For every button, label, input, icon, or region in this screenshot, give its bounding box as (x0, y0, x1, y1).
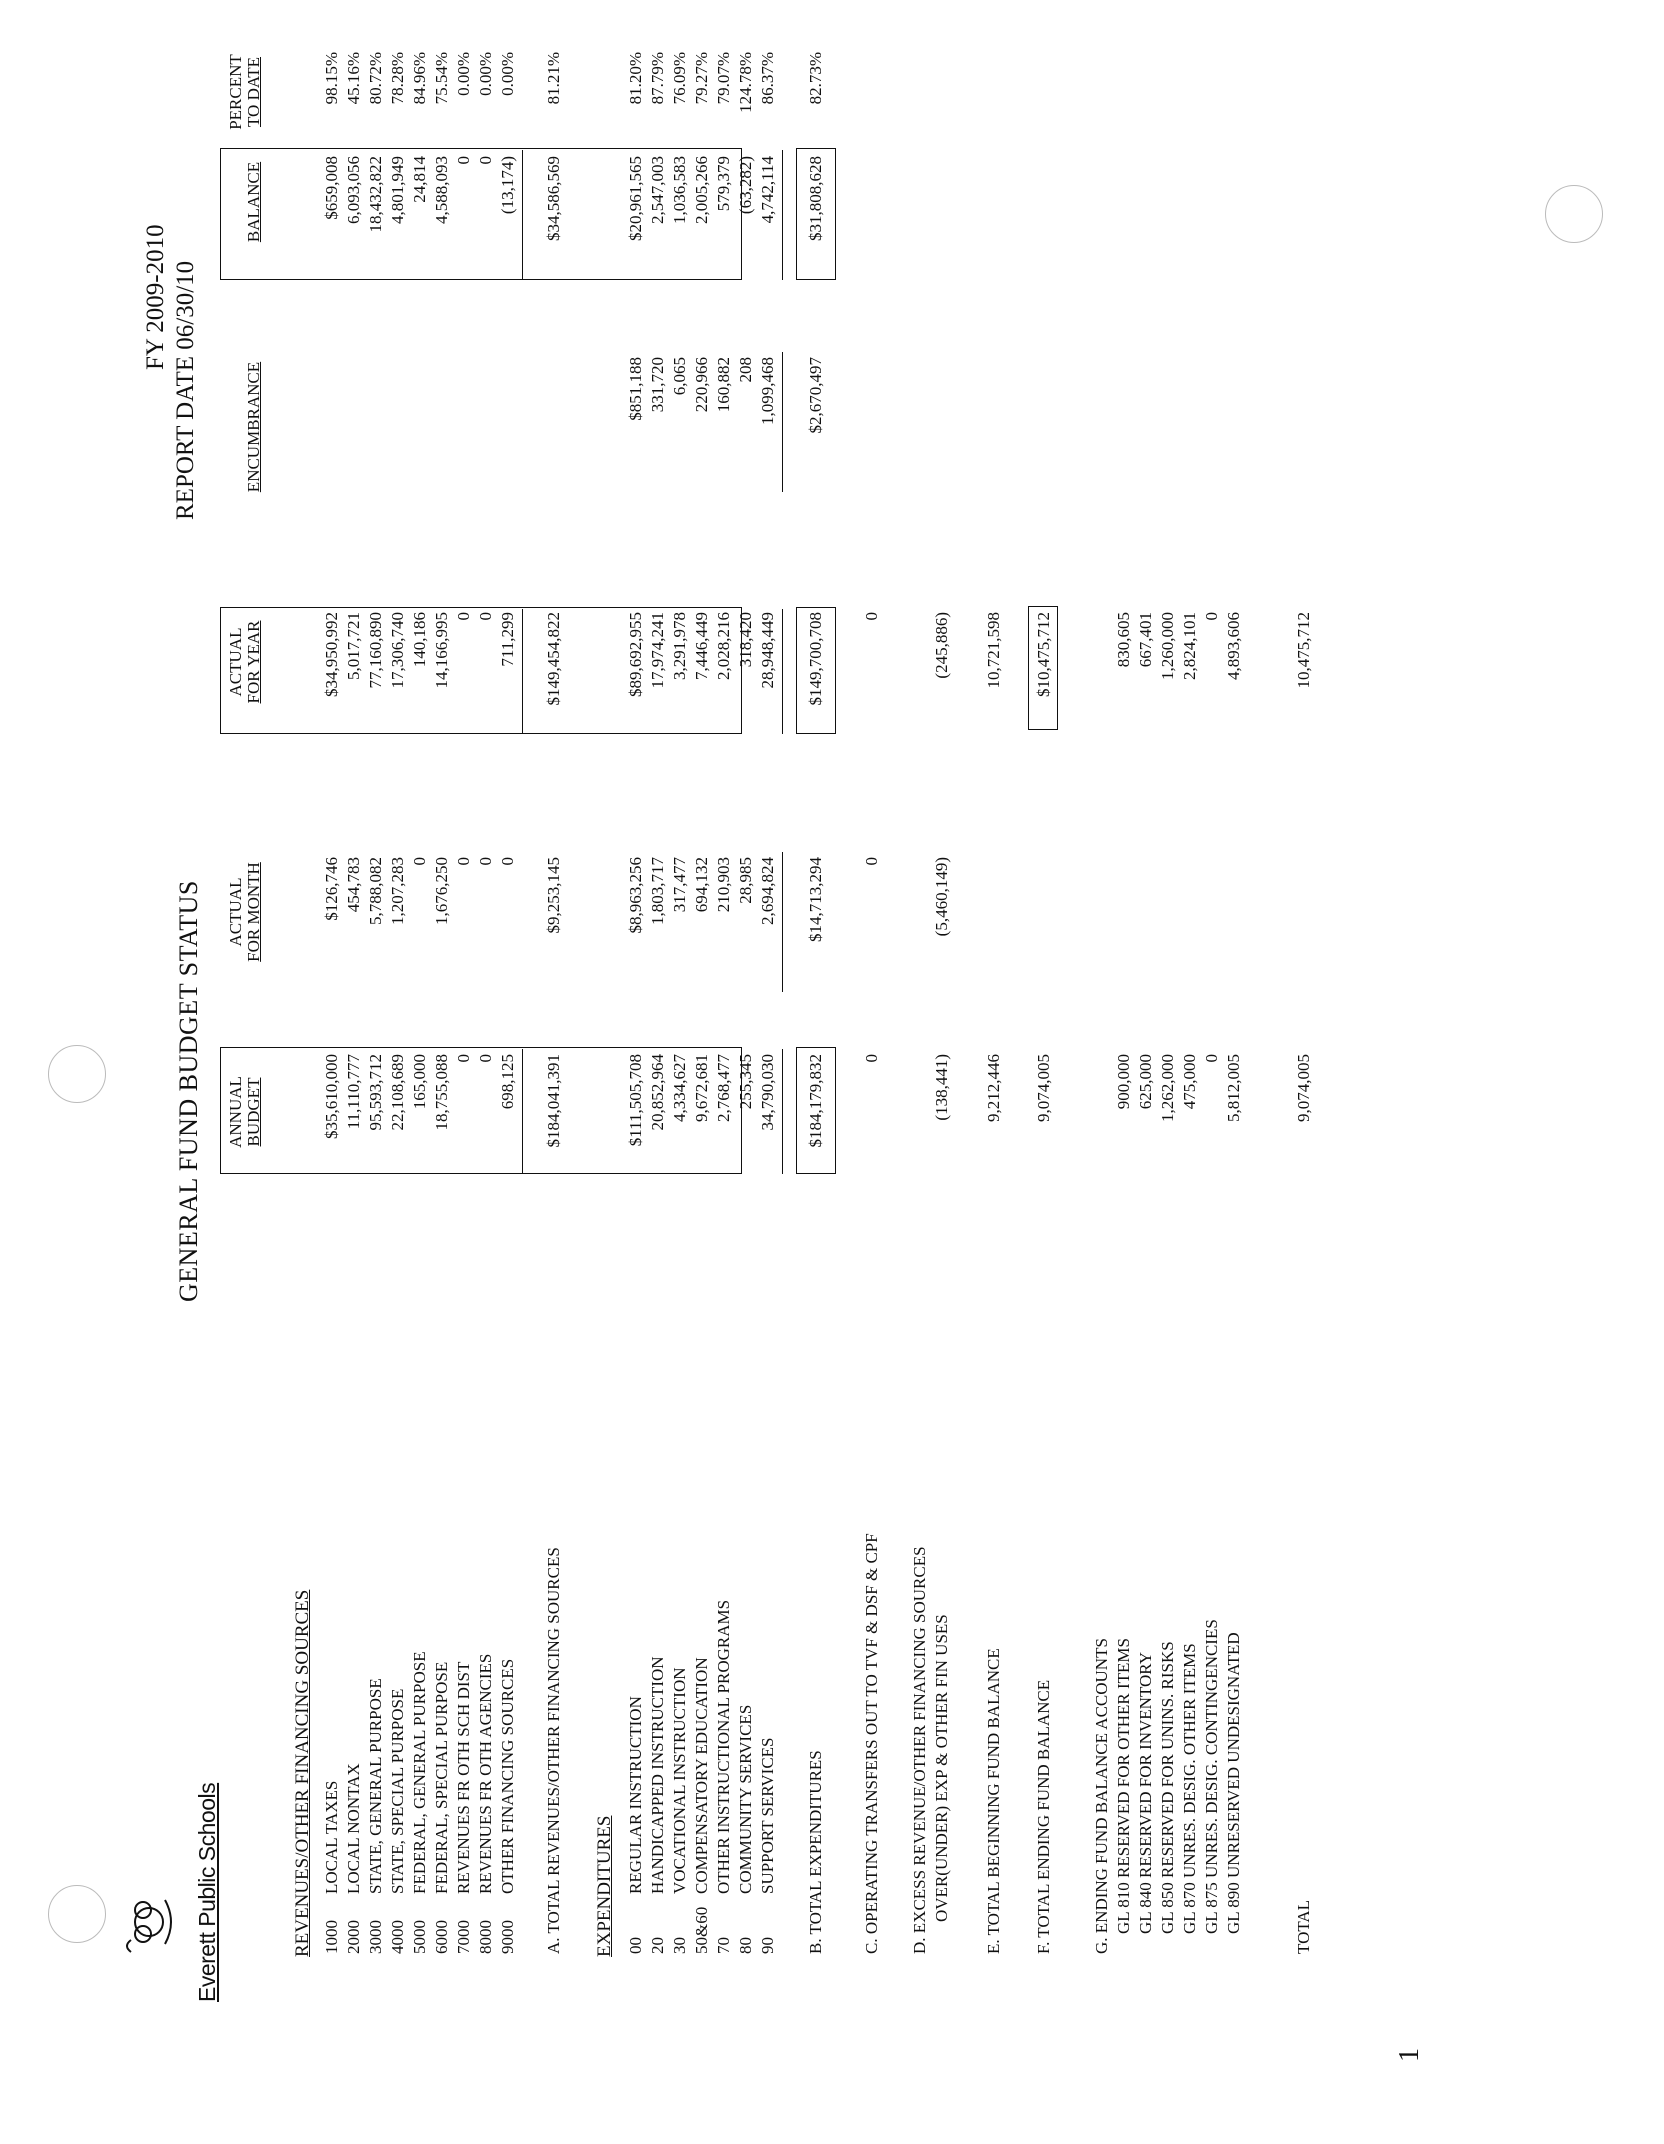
header-balance: BALANCE (244, 161, 263, 243)
row-month: $126,746 (322, 857, 341, 921)
row-month: 2,694,824 (758, 857, 777, 925)
row-label: GL 875 UNRES. DESIG. CONTINGENCIES (1202, 1619, 1221, 1934)
row-budget: 0 (862, 1054, 881, 1063)
row-year: 5,017,721 (344, 612, 363, 680)
row-percent: 76.09% (670, 52, 689, 105)
row-label: REVENUES FR OTH AGENCIES (476, 1653, 495, 1894)
row-label: TOTAL (1294, 1899, 1313, 1954)
revenue-row (432, 52, 454, 2002)
row-month: 454,783 (344, 857, 363, 913)
revenues-heading: REVENUES/OTHER FINANCING SOURCES (292, 1589, 313, 1957)
row-month: 1,676,250 (432, 857, 451, 925)
row-month: 28,985 (736, 857, 755, 904)
row-balance: 4,588,093 (432, 156, 451, 224)
row-percent: 124.78% (736, 52, 755, 113)
row-label: FEDERAL, SPECIAL PURPOSE (432, 1661, 451, 1894)
row-code: 3000 (366, 1920, 385, 1954)
row-code: 6000 (432, 1920, 451, 1954)
transfers-row (862, 138, 884, 2002)
row-year: 667,401 (1136, 612, 1155, 668)
expenditure-row (648, 52, 670, 2002)
fiscal-year: FY 2009-2010 (142, 224, 169, 370)
ending-account-row (1136, 138, 1158, 2002)
row-month: 0 (454, 857, 473, 866)
row-label: COMMUNITY SERVICES (736, 1704, 755, 1894)
row-budget: 20,852,964 (648, 1054, 667, 1131)
row-percent: 75.54% (432, 52, 451, 105)
total-expenditures-year-box (796, 607, 836, 734)
row-label: LOCAL NONTAX (344, 1763, 363, 1894)
row-balance: 6,093,056 (344, 156, 363, 224)
expenditures-heading: EXPENDITURES (594, 1815, 615, 1957)
row-code: 70 (714, 1937, 733, 1954)
row-label: A. TOTAL REVENUES/OTHER FINANCING SOURCES (544, 1547, 563, 1954)
row-budget: $184,041,391 (544, 1054, 563, 1148)
row-budget: 9,074,005 (1034, 1054, 1053, 1122)
row-year: 1,260,000 (1158, 612, 1177, 680)
district-logo (117, 1882, 197, 1962)
ending-account-row (1180, 138, 1202, 2002)
row-year: $149,700,708 (806, 612, 825, 706)
row-year: 711,299 (498, 612, 517, 667)
expenditure-row (758, 52, 780, 2002)
row-year: 28,948,449 (758, 612, 777, 689)
row-year: 140,186 (410, 612, 429, 668)
header-encumbrance: ENCUMBRANCE (244, 361, 263, 493)
row-label: C. OPERATING TRANSFERS OUT TO TVF & DSF & CPF (862, 1533, 881, 1954)
expenditure-row (692, 52, 714, 2002)
row-label: GL 840 RESERVED FOR INVENTORY (1136, 1652, 1155, 1934)
row-year: 7,446,449 (692, 612, 711, 680)
row-budget: $111,505,708 (626, 1054, 645, 1147)
row-year: $10,475,712 (1034, 612, 1053, 697)
row-year: 14,166,995 (432, 612, 451, 689)
row-percent: 82.73% (806, 52, 825, 105)
row-month: (5,460,149) (932, 857, 951, 937)
row-encumbrance: 6,065 (670, 357, 689, 396)
row-year: 17,306,740 (388, 612, 407, 689)
row-year: (245,886) (932, 612, 951, 679)
row-label: G. ENDING FUND BALANCE ACCOUNTS (1092, 1638, 1111, 1954)
ending-balance-row (1034, 138, 1056, 2002)
punch-hole-top (1545, 185, 1603, 243)
row-budget: 9,672,681 (692, 1054, 711, 1122)
header-annual-budget: ANNUAL BUDGET (226, 1076, 263, 1148)
row-percent: 81.20% (626, 52, 645, 105)
row-label: COMPENSATORY EDUCATION (692, 1657, 711, 1894)
row-percent: 0.00% (498, 52, 517, 96)
row-balance: $34,586,569 (544, 156, 563, 241)
row-month: 0 (862, 857, 881, 866)
row-balance: 18,432,822 (366, 156, 385, 233)
ending-account-row (1224, 138, 1246, 2002)
row-code: 8000 (476, 1920, 495, 1954)
row-year: 17,974,241 (648, 612, 667, 689)
row-month: 1,207,283 (388, 857, 407, 925)
row-label: REGULAR INSTRUCTION (626, 1696, 645, 1894)
grand-total-row (1294, 138, 1316, 2002)
row-year: 0 (454, 612, 473, 621)
excess-row (932, 138, 954, 2002)
row-percent: 79.27% (692, 52, 711, 105)
ending-account-row (1202, 138, 1224, 2002)
row-month: $8,963,256 (626, 857, 645, 934)
revenue-row (366, 52, 388, 2002)
row-code: 2000 (344, 1920, 363, 1954)
row-balance: 2,547,003 (648, 156, 667, 224)
row-year: 0 (862, 612, 881, 621)
revenue-row (454, 52, 476, 2002)
row-budget: 22,108,689 (388, 1054, 407, 1131)
row-balance: 2,005,266 (692, 156, 711, 224)
row-code: 7000 (454, 1920, 473, 1954)
expenditure-total-rule (782, 852, 783, 992)
total-expenditures-balance-box (796, 148, 836, 280)
expenditure-total-rule (782, 1049, 783, 1174)
total-revenues-row (544, 52, 566, 2002)
row-code: 50&60 (692, 1906, 711, 1954)
row-label: OTHER INSTRUCTIONAL PROGRAMS (714, 1599, 733, 1894)
row-month: 317,477 (670, 857, 689, 913)
row-year: 10,475,712 (1294, 612, 1313, 689)
row-balance: 0 (454, 156, 473, 165)
row-budget: 4,334,627 (670, 1054, 689, 1122)
row-budget: 255,345 (736, 1054, 755, 1110)
header-actual-month: ACTUAL FOR MONTH (226, 862, 263, 962)
punch-hole-bottom (48, 1885, 106, 1943)
row-budget: 900,000 (1114, 1054, 1133, 1110)
row-balance: 4,742,114 (758, 156, 777, 224)
row-balance: $31,808,628 (806, 156, 825, 241)
row-label: OTHER FINANCING SOURCES (498, 1658, 517, 1894)
row-year: 2,028,216 (714, 612, 733, 680)
row-budget: 0 (454, 1054, 473, 1063)
row-budget: 9,074,005 (1294, 1054, 1313, 1122)
row-balance: (13,174) (498, 156, 517, 215)
row-percent: 87.79% (648, 52, 667, 105)
row-year: 0 (476, 612, 495, 621)
row-encumbrance: 331,720 (648, 357, 667, 413)
row-budget: $184,179,832 (806, 1054, 825, 1148)
expenditure-row (626, 52, 648, 2002)
row-code: 20 (648, 1937, 667, 1954)
row-percent: 79.07% (714, 52, 733, 105)
row-budget: 0 (1202, 1054, 1221, 1063)
row-budget: 95,593,712 (366, 1054, 385, 1131)
row-balance: 0 (476, 156, 495, 165)
row-month: 694,132 (692, 857, 711, 913)
row-label: REVENUES FR OTH SCH DIST (454, 1661, 473, 1894)
row-percent: 84.96% (410, 52, 429, 105)
row-label: FEDERAL, GENERAL PURPOSE (410, 1651, 429, 1894)
row-label: OVER(UNDER) EXP & OTHER FIN USES (932, 1614, 951, 1922)
row-label: SUPPORT SERVICES (758, 1737, 777, 1894)
row-year: 10,721,598 (984, 612, 1003, 689)
row-label: B. TOTAL EXPENDITURES (806, 1750, 825, 1954)
expenditure-row (670, 52, 692, 2002)
revenue-row (388, 52, 410, 2002)
row-month: $9,253,145 (544, 857, 563, 934)
revenue-total-rule (522, 150, 523, 280)
ending-accounts-heading (1092, 138, 1114, 2002)
row-budget: 34,790,030 (758, 1054, 777, 1131)
row-month: 0 (476, 857, 495, 866)
row-label: GL 850 RESERVED FOR UNINS. RISKS (1158, 1641, 1177, 1934)
report-date: REPORT DATE 06/30/10 (172, 260, 199, 520)
expenditure-row (714, 52, 736, 2002)
row-balance: $20,961,565 (626, 156, 645, 241)
page-number: 1 (1394, 2048, 1425, 2062)
row-code: 00 (626, 1937, 645, 1954)
revenue-row (476, 52, 498, 2002)
row-budget: 0 (476, 1054, 495, 1063)
punch-hole-middle (48, 1045, 106, 1103)
row-month: 1,803,717 (648, 857, 667, 925)
row-budget: 18,755,088 (432, 1054, 451, 1131)
row-year: 77,160,890 (366, 612, 385, 689)
row-percent: 78.28% (388, 52, 407, 105)
row-budget: 9,212,446 (984, 1054, 1003, 1122)
expenditure-total-rule (782, 352, 783, 492)
header-percent: PERCENT TO DATE (226, 54, 263, 130)
row-encumbrance: 208 (736, 357, 755, 383)
row-label: LOCAL TAXES (322, 1780, 341, 1894)
row-encumbrance: $851,188 (626, 357, 645, 421)
row-label: D. EXCESS REVENUE/OTHER FINANCING SOURCES (910, 1546, 929, 1954)
row-code: 80 (736, 1937, 755, 1954)
row-year: 318,420 (736, 612, 755, 668)
expenditure-total-rule (782, 609, 783, 734)
revenue-row (344, 52, 366, 2002)
row-budget: $35,610,000 (322, 1054, 341, 1139)
row-year: 4,893,606 (1224, 612, 1243, 680)
row-balance: 24,814 (410, 156, 429, 203)
row-percent: 81.21% (544, 52, 563, 105)
row-code: 90 (758, 1937, 777, 1954)
row-label: E. TOTAL BEGINNING FUND BALANCE (984, 1648, 1003, 1954)
row-label: GL 890 UNRESERVED UNDESIGNATED (1224, 1632, 1243, 1934)
row-budget: 165,000 (410, 1054, 429, 1110)
row-code: 30 (670, 1937, 689, 1954)
report-page (132, 52, 1432, 2062)
ending-account-row (1158, 138, 1180, 2002)
row-code: 9000 (498, 1920, 517, 1954)
expenditure-row (736, 52, 758, 2002)
header-actual-year: ACTUAL FOR YEAR (226, 620, 263, 704)
beginning-balance-row (984, 138, 1006, 2002)
row-year: $89,692,955 (626, 612, 645, 697)
row-year: 3,291,978 (670, 612, 689, 680)
row-label: GL 870 UNRES. DESIG. OTHER ITEMS (1180, 1643, 1199, 1934)
row-balance: 579,379 (714, 156, 733, 212)
row-encumbrance: $2,670,497 (806, 357, 825, 434)
row-label: GL 810 RESERVED FOR OTHER ITEMS (1114, 1638, 1133, 1934)
ending-balance-box (1028, 606, 1058, 730)
row-year: $149,454,822 (544, 612, 563, 706)
row-label: STATE, GENERAL PURPOSE (366, 1678, 385, 1894)
row-encumbrance: 220,966 (692, 357, 711, 413)
row-label: VOCATIONAL INSTRUCTION (670, 1667, 689, 1894)
row-month: 0 (410, 857, 429, 866)
row-percent: 86.37% (758, 52, 777, 105)
row-budget: 11,110,777 (344, 1054, 363, 1130)
report-title: GENERAL FUND BUDGET STATUS (174, 880, 203, 1302)
row-balance: 4,801,949 (388, 156, 407, 224)
row-budget: 475,000 (1180, 1054, 1199, 1110)
row-balance: (63,282) (736, 156, 755, 215)
total-expenditures-budget-box (796, 1047, 836, 1174)
row-percent: 0.00% (454, 52, 473, 96)
row-label: HANDICAPPED INSTRUCTION (648, 1656, 667, 1894)
row-code: 5000 (410, 1920, 429, 1954)
revenue-total-rule (522, 1049, 523, 1174)
row-code: 1000 (322, 1920, 341, 1954)
ending-account-row (1114, 138, 1136, 2002)
row-budget: 5,812,005 (1224, 1054, 1243, 1122)
row-label: F. TOTAL ENDING FUND BALANCE (1034, 1679, 1053, 1954)
revenue-total-rule (522, 609, 523, 734)
row-year: $34,950,992 (322, 612, 341, 697)
row-budget: 625,000 (1136, 1054, 1155, 1110)
row-month: 5,788,082 (366, 857, 385, 925)
revenue-row (322, 52, 344, 2002)
row-month: $14,713,294 (806, 857, 825, 942)
row-percent: 98.15% (322, 52, 341, 105)
row-budget: 1,262,000 (1158, 1054, 1177, 1122)
row-year: 0 (1202, 612, 1221, 621)
row-year: 2,824,101 (1180, 612, 1199, 680)
row-encumbrance: 160,882 (714, 357, 733, 413)
row-code: 4000 (388, 1920, 407, 1954)
revenue-row (410, 52, 432, 2002)
row-percent: 80.72% (366, 52, 385, 105)
row-budget: (138,441) (932, 1054, 951, 1121)
row-encumbrance: 1,099,468 (758, 357, 777, 425)
row-percent: 45.16% (344, 52, 363, 105)
row-label: STATE, SPECIAL PURPOSE (388, 1688, 407, 1894)
row-balance: $659,008 (322, 156, 341, 220)
row-year: 830,605 (1114, 612, 1133, 668)
excess-row-line1 (910, 138, 932, 2002)
district-name: Everett Public Schools (194, 1782, 220, 2002)
row-month: 0 (498, 857, 517, 866)
revenue-row (498, 52, 520, 2002)
row-month: 210,903 (714, 857, 733, 913)
row-balance: 1,036,583 (670, 156, 689, 224)
row-budget: 698,125 (498, 1054, 517, 1110)
row-budget: 2,768,477 (714, 1054, 733, 1122)
row-percent: 0.00% (476, 52, 495, 96)
expenditure-total-rule (782, 150, 783, 280)
